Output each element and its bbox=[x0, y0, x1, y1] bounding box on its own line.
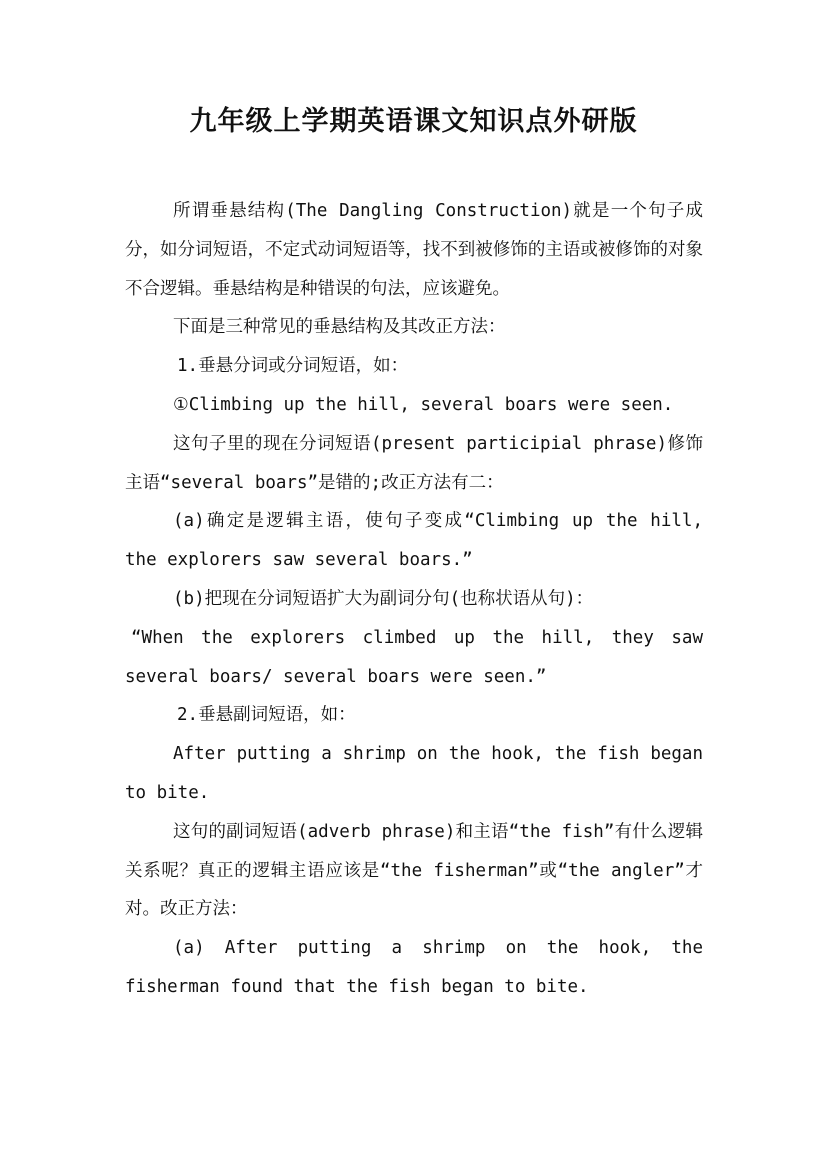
paragraph-fix-2a: (a) After putting a shrimp on the hook, the fisherman found that the fish began to bite. bbox=[125, 938, 703, 997]
paragraph-intro: 所谓垂悬结构(The Dangling Construction)就是一个句子成分，如分词短语，不定式动词短语等，找不到被修饰的主语或被修饰的对象不合逻辑。垂悬结构是种错误的句法，应该避免。 bbox=[125, 201, 703, 299]
paragraph-explanation-1: 这句子里的现在分词短语(present participial phrase)修饰主语“several boars”是错的;改正方法有二： bbox=[125, 433, 703, 493]
paragraph-fix-b: (b)把现在分词短语扩大为副词分句(也称状语从句)： bbox=[173, 588, 594, 609]
paragraph-example-1: ①Climbing up the hill, several boars were seen. bbox=[173, 394, 674, 415]
paragraph-section-1-heading: 1.垂悬分词或分词短语，如： bbox=[177, 356, 409, 377]
paragraph-fix-b-example: “When the explorers climbed up the hill, they saw several boars/ several boars were seen.” bbox=[125, 627, 703, 687]
paragraph-example-2: After putting a shrimp on the hook, the fish began to bite. bbox=[125, 744, 703, 803]
page-title: 九年级上学期英语课文知识点外研版 bbox=[189, 106, 638, 137]
paragraph-three-types: 下面是三种常见的垂悬结构及其改正方法： bbox=[173, 317, 506, 338]
paragraph-section-2-heading: 2.垂悬副词短语，如： bbox=[177, 705, 356, 726]
paragraph-explanation-2: 这句的副词短语(adverb phrase)和主语“the fish”有什么逻辑关系呢？真正的逻辑主语应该是“the fisherman”或“the angler”才对。改正方法： bbox=[125, 821, 703, 920]
document-body bbox=[125, 192, 703, 1007]
paragraph-fix-a: (a)确定是逻辑主语，使句子变成“Climbing up the hill, the explorers saw several boars.” bbox=[125, 511, 703, 571]
